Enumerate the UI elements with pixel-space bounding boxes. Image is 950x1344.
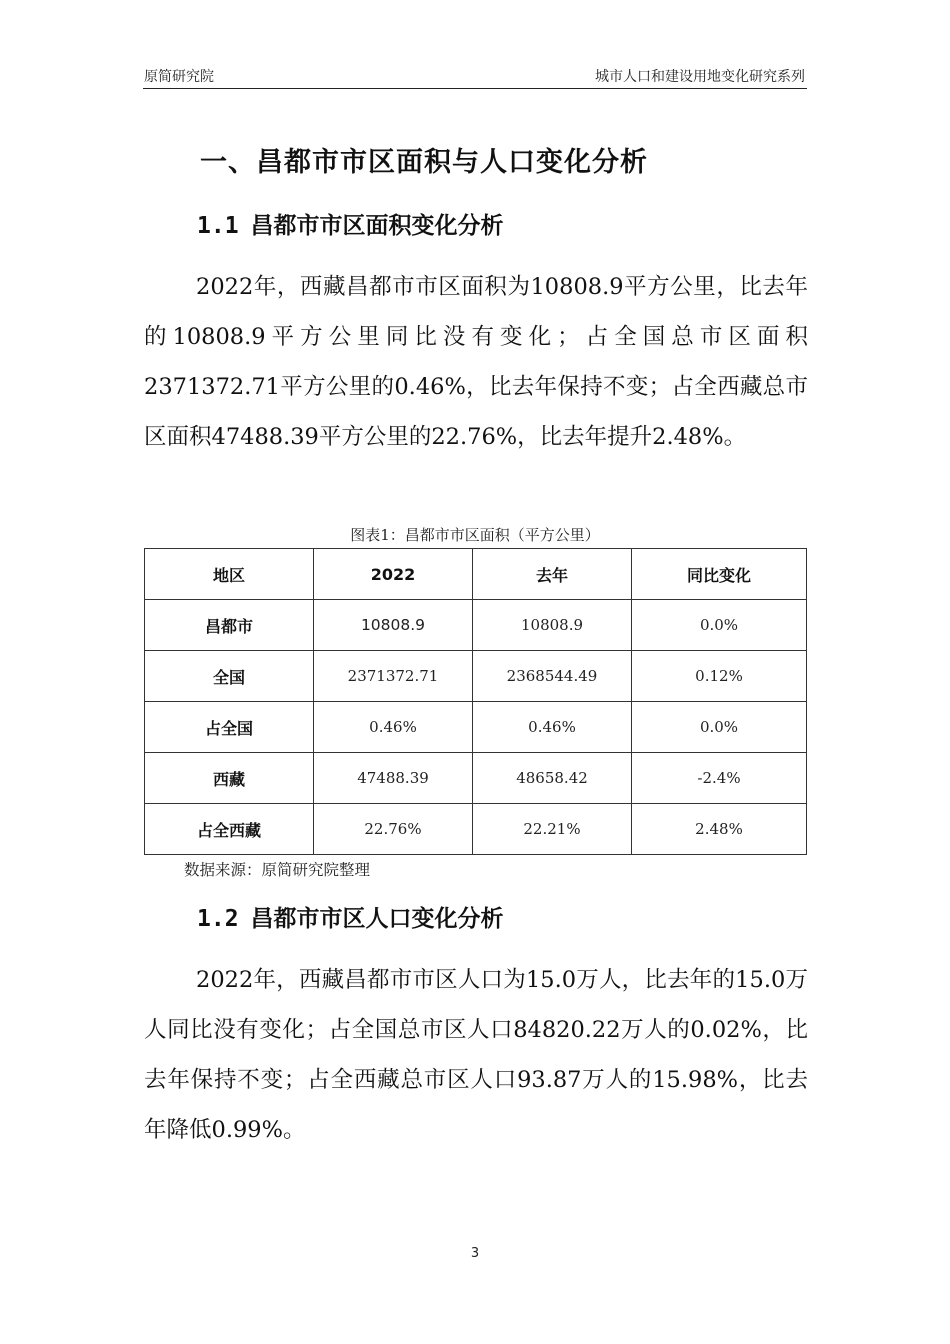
column-header: 去年 [473,549,632,600]
page-number: 3 [470,1246,480,1261]
section-heading-1-2 [197,900,504,933]
table-header-row [145,549,807,600]
cell-change: 0.0% [632,600,807,651]
row-label: 全国 [145,651,314,702]
row-label: 昌都市 [145,600,314,651]
population-paragraph: 2022年，西藏昌都市市区人口为15.0万人，比去年的15.0万人同比没有变化；占全国总市区人口84820.22万人的0.02%，比去年保持不变；占全西藏总市区人口93.87万人的15.98%，比去年降低0.99%。 [144,967,808,1143]
area-paragraph: 2022年，西藏昌都市市区面积为10808.9平方公里，比去年的10808.9平方公里同比没有变化；占全国总市区面积2371372.71平方公里的0.46%，比去年保持不变；占全西藏总市区面积47488.39平方公里的22.76%，比去年提升2.48%。 [144,274,808,450]
table-row [145,702,807,753]
column-header: 同比变化 [632,549,807,600]
cell-last-year: 22.21% [473,804,632,855]
cell-2022: 22.76% [314,804,473,855]
table-row [145,651,807,702]
row-label: 占全西藏 [145,804,314,855]
cell-change: 0.12% [632,651,807,702]
cell-2022: 47488.39 [314,753,473,804]
column-header: 地区 [145,549,314,600]
header-rule [143,88,807,89]
table-row [145,600,807,651]
column-header: 2022 [314,549,473,600]
chapter-heading: 一、昌都市市区面积与人口变化分析 [200,147,648,178]
cell-last-year: 48658.42 [473,753,632,804]
cell-last-year: 0.46% [473,702,632,753]
section-title: 昌都市市区面积变化分析 [250,213,504,239]
cell-2022: 0.46% [314,702,473,753]
cell-2022: 2371372.71 [314,651,473,702]
cell-change: 0.0% [632,702,807,753]
cell-change: 2.48% [632,804,807,855]
table-caption: 图表1：昌都市市区面积（平方公里） [350,526,600,544]
section-number: 1.1 [197,213,239,239]
cell-2022: 10808.9 [314,600,473,651]
row-label: 西藏 [145,753,314,804]
table-row [145,804,807,855]
header-right-text: 城市人口和建设用地变化研究系列 [595,69,805,85]
cell-last-year: 10808.9 [473,600,632,651]
data-source-note: 数据来源：原简研究院整理 [184,861,371,879]
cell-change: -2.4% [632,753,807,804]
table-row [145,753,807,804]
cell-last-year: 2368544.49 [473,651,632,702]
section-title: 昌都市市区人口变化分析 [250,906,504,932]
section-heading-1-1 [197,207,504,240]
section-number: 1.2 [197,906,239,932]
area-table [144,548,807,855]
row-label: 占全国 [145,702,314,753]
header-left-text: 原简研究院 [144,69,214,85]
